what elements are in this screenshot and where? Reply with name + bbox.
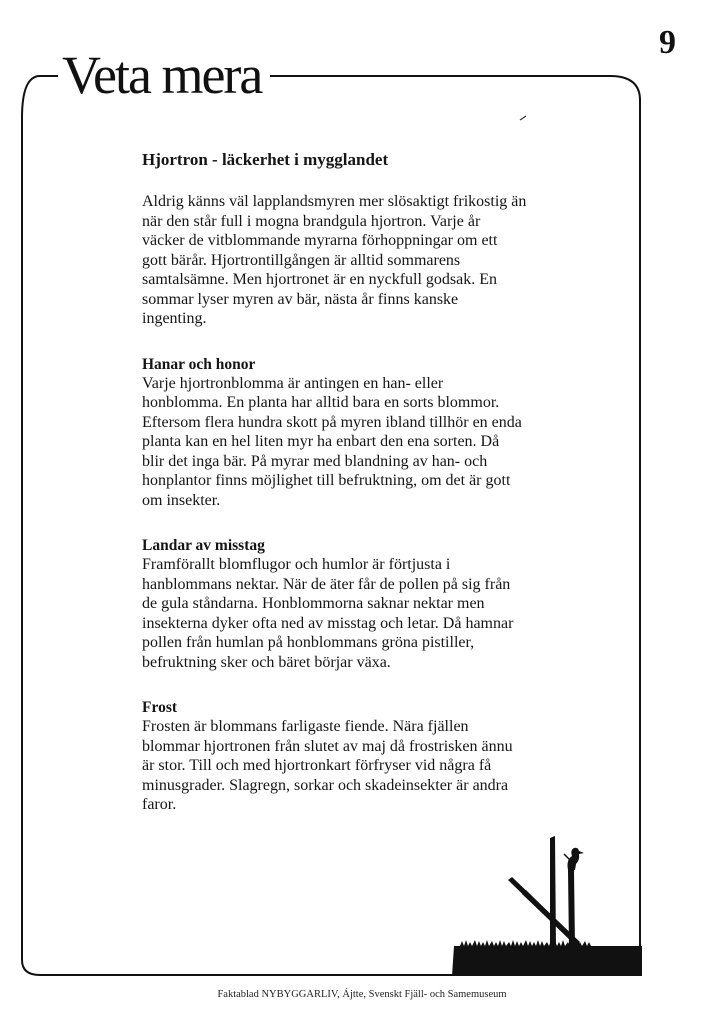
article-title: Hjortron - läckerhet i mygglandet xyxy=(142,150,389,169)
section-line: hanblommans nektar. När de äter får de pollen på sig från xyxy=(142,575,511,593)
section-line: blommar hjortronen från slutet av maj då frostrisken ännu xyxy=(142,737,513,755)
intro-line: Aldrig känns väl lapplandsmyren mer slösaktigt frikostig än xyxy=(142,193,527,210)
section-line: Framförallt blomflugor och humlor är förtjusta i xyxy=(142,556,451,573)
article-intro xyxy=(142,192,572,329)
fence-bird-illustration xyxy=(452,830,642,976)
section-line: honblomma. En planta har alltid bara en sorts blommor. xyxy=(142,394,500,411)
intro-line: sommar lyser myren av bär, nästa år finns kanske xyxy=(142,290,459,308)
section-hanar-och-honor xyxy=(142,355,572,511)
section-line: planta kan en hel liten myr ha enbart den ena sorten. Då xyxy=(142,433,500,450)
intro-line: när den står full i mogna brandgula hjortron. Varje år xyxy=(142,212,481,230)
section-line: pollen från humlan på honblommans gröna pistiller, xyxy=(142,634,475,651)
section-line: blir det inga bär. På myrar med blandning av han- och xyxy=(142,452,488,470)
section-line: honplantor finns möjlighet till befruktning, om det är gott xyxy=(142,472,511,489)
section-line: om insekter. xyxy=(142,491,221,509)
section-heading: Landar av misstag xyxy=(142,537,265,554)
header-title: Veta mera xyxy=(58,44,265,106)
section-line: är stor. Till och med hjortronkart förfryser vid några få xyxy=(142,757,492,774)
intro-line: väcker de vitblommande myrarna förhoppningar om ett xyxy=(142,232,498,249)
section-landar-av-misstag xyxy=(142,536,572,672)
section-heading: Frost xyxy=(142,699,178,716)
section-heading: Hanar och honor xyxy=(142,355,256,373)
section-line: Varje hjortronblomma är antingen en han- eller xyxy=(142,374,444,392)
section-line: insekterna dyker ofta ned av misstag och letar. Då hamnar xyxy=(142,614,514,632)
page-number: 9 xyxy=(659,24,676,61)
intro-line: ingenting. xyxy=(142,310,207,327)
section-line: Eftersom flera hundra skott på myren ibland tillhör en enda xyxy=(142,413,522,431)
intro-line: gott bärår. Hjortrontillgången är alltid sommarens xyxy=(142,251,461,269)
section-line: befruktning sker och bäret börjar växa. xyxy=(142,653,391,671)
intro-line: samtalsämne. Men hjortronet är en nyckfull godsak. En xyxy=(142,271,498,288)
section-line: de gula ståndarna. Honblommorna saknar nektar men xyxy=(142,595,485,612)
article xyxy=(142,150,572,841)
footer-credit: Faktablad NYBYGGARLIV, Ájtte, Svenskt Fjäll- och Samemuseum xyxy=(217,989,507,1000)
section-line: minusgrader. Slagregn, sorkar och skadeinsekter är andra xyxy=(142,776,509,794)
section-line: faror. xyxy=(142,796,177,813)
section-frost xyxy=(142,698,572,815)
section-line: Frosten är blommans farligaste fiende. Nära fjällen xyxy=(142,718,469,735)
